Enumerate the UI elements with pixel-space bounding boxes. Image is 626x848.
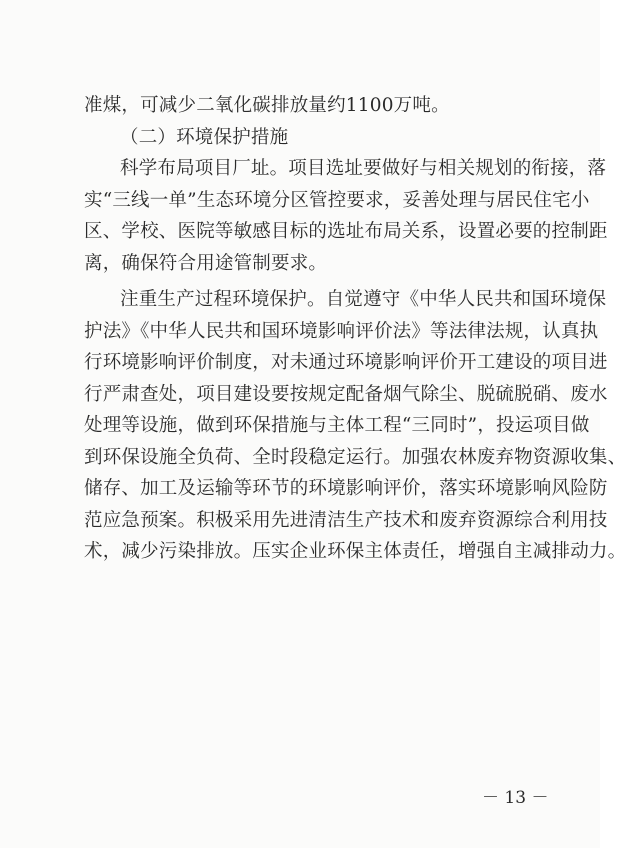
text-line: 到环保设施全负荷、全时段稳定运行。加强农林废弃物资源收集、 xyxy=(84,446,626,468)
body-text xyxy=(84,90,626,568)
text-line: 离，确保符合用途管制要求。 xyxy=(84,252,328,274)
text-line: 处理等设施，做到环保措施与主体工程“三同时”，投运项目做 xyxy=(84,415,590,436)
text-line: 行环境影响评价制度，对未通过环境影响评价开工建设的项目进 xyxy=(84,352,608,373)
text-line: 注重生产过程环境保护。自觉遵守《中华人民共和国环境保 xyxy=(120,289,607,310)
text-line: 准煤，可减少二氧化碳排放量约1100万吨。 xyxy=(84,95,450,116)
text-line: 范应急预案。积极采用先进清洁生产技术和废弃资源综合利用技 xyxy=(84,509,608,531)
section-heading: （二）环境保护措施 xyxy=(120,126,289,148)
text-line: 实“三线一单”生态环境分区管控要求，妥善处理与居民住宅小 xyxy=(84,189,590,211)
text-line: 护法》《中华人民共和国环境影响评价法》等法律法规，认真执 xyxy=(84,320,599,342)
page-number: － 13 － xyxy=(482,788,549,808)
text-line: 区、学校、医院等敏感目标的选址布局关系，设置必要的控制距 xyxy=(84,221,608,242)
text-line: 储存、加工及运输等环节的环境影响评价，落实环境影响风险防 xyxy=(84,478,608,499)
text-line: 行严肃查处，项目建设要按规定配备烟气除尘、脱硫脱硝、废水 xyxy=(84,383,608,405)
text-line: 术，减少污染排放。压实企业环保主体责任，增强自主减排动力。 xyxy=(84,541,626,562)
text-line: 科学布局项目厂址。项目选址要做好与相关规划的衔接，落 xyxy=(120,158,607,179)
